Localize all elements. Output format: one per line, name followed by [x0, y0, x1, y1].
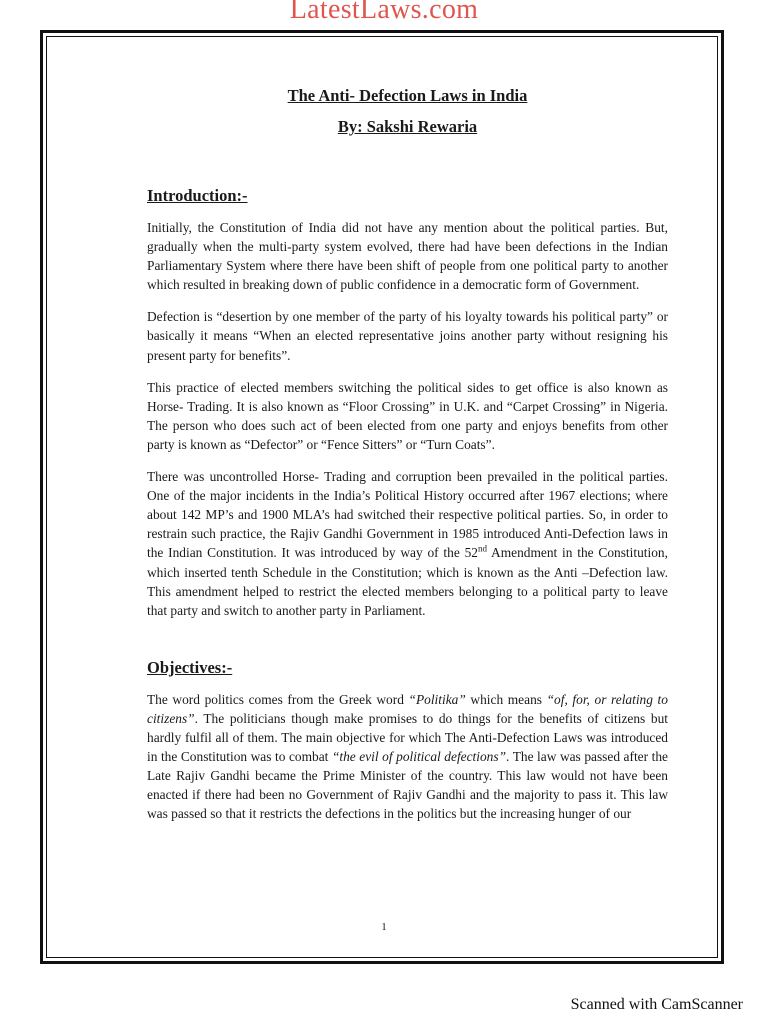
- intro-p4-text-a: There was uncontrolled Horse- Trading and corruption been prevailed in the political parties. One of the major incidents in the India’s Political History occurred after 1967 elections; where about 142 MP’s and 1900 MLA’s had switched their respective political parties. So, in order to restrain such practice, the Rajiv Gandhi Government in 1985 introduced Anti-Defection laws in the Indian Constitution. It was introduced by way of the 52: [147, 469, 668, 561]
- document-title: The Anti- Defection Laws in India: [287, 86, 528, 105]
- obj-text-2: which means: [465, 691, 547, 707]
- intro-paragraph-3: This practice of elected members switching the political sides to get office is also known as Horse- Trading. It is also known as “Floor Crossing” in U.K. and “Carpet Crossing” in Nigeria. The person who does such act of been elected from one party and enjoys benefits from other party is known as “Defector” or “Fence Sitters” or “Turn Coats”.: [147, 379, 668, 452]
- document-author: By: Sakshi Rewaria: [337, 117, 478, 136]
- watermark-latestlaws: LatestLaws.com: [289, 0, 479, 25]
- obj-text-4: . The law was passed after the Late Rajiv Gandhi became the Prime Minister of the country. This law would not have been enacted if there had been no Government of Rajiv Gandhi and the majority to pass it. This law was passed so that it restricts the defections in the politics but the increasing hunger of our: [147, 749, 668, 822]
- obj-text-3: . The politicians though make promises to do things for the benefits of citizens but hardly fulfil all of them. The main objective for which The Anti-Defection Laws was introduced in the Constitution was to combat: [147, 710, 668, 765]
- section-heading-introduction: Introduction:-: [147, 186, 248, 205]
- section-heading-objectives: Objectives:-: [147, 657, 233, 677]
- obj-italic-meaning: “of, for, or relating to citizens”: [147, 691, 668, 726]
- intro-paragraph-2: Defection is “desertion by one member of the party of his loyalty towards his political party” or basically it means “When an elected representative joins another party without resigning his present party for benefits”.: [147, 309, 668, 363]
- obj-text-1: The word politics comes from the Greek word: [147, 691, 409, 707]
- ordinal-superscript: nd: [477, 543, 487, 554]
- obj-italic-evil: “the evil of political defections”: [331, 749, 507, 765]
- objectives-paragraph-1: [147, 690, 668, 824]
- obj-italic-politika: “Politika”: [408, 691, 466, 707]
- intro-paragraph-4: [147, 467, 668, 620]
- intro-p4-text-b: Amendment in the Constitution, which inserted tenth Schedule in the Constitution; which is known as the Anti –Defection law. This amendment helped to restrict the elected members belonging to a political party to leave that party and switch to another party in Parliament.: [147, 545, 668, 618]
- section-spacer: [147, 633, 668, 658]
- page-number: 1: [381, 921, 387, 933]
- document-body: [147, 86, 668, 836]
- intro-paragraph-1: Initially, the Constitution of India did not have any mention about the political parties. But, gradually when the multi-party system evolved, there had have been defections in the Indian Parliamentary System where there have been shift of people from one political party to another which resulted in breaking down of public confidence in a democratic form of Government.: [147, 220, 668, 293]
- camscanner-label: Scanned with CamScanner: [570, 996, 743, 1013]
